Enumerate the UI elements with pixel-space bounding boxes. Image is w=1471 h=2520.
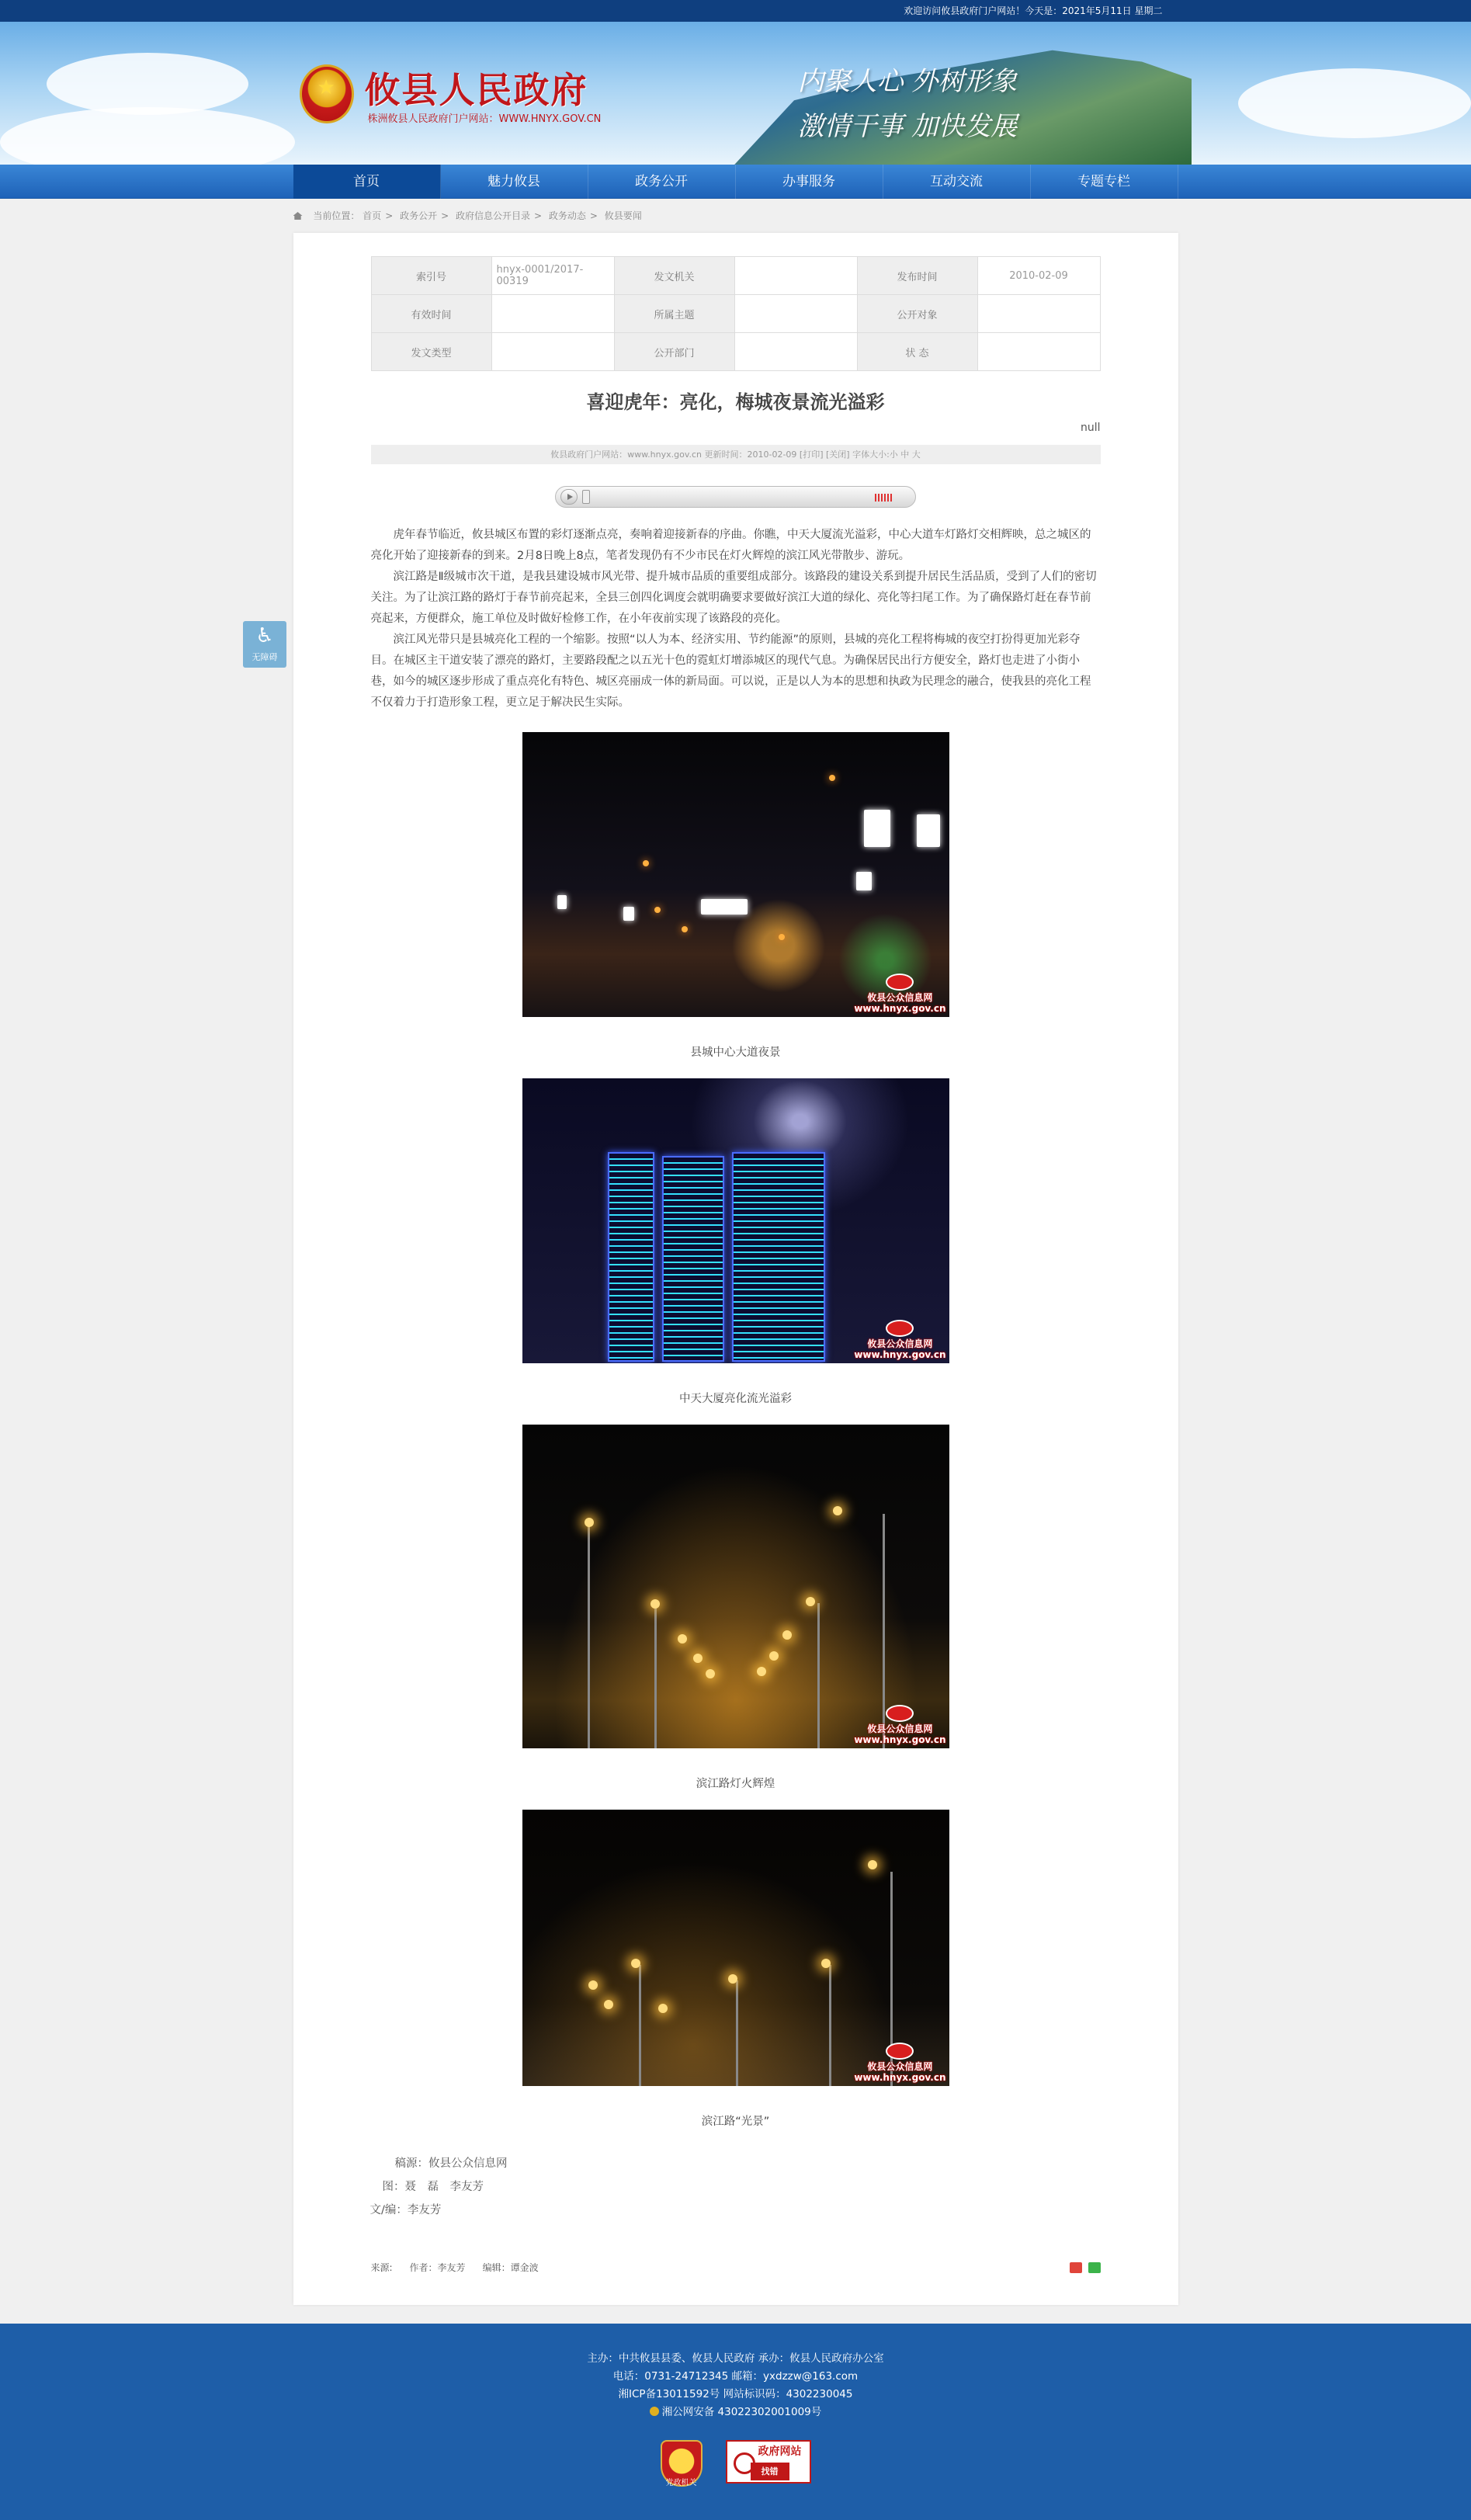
nav-item-interaction[interactable]: 互动交流: [883, 165, 1031, 199]
credit-author: 文/编：李友芳: [369, 2204, 442, 2216]
meta-label: 公开对象: [857, 295, 977, 333]
tower-lights-photo: [522, 1078, 949, 1363]
cloud: [1238, 68, 1471, 138]
article-credits: [359, 2152, 1112, 2222]
gov-site-error-report-badge[interactable]: 政府网站 找错: [726, 2440, 811, 2484]
slogan: [798, 59, 1093, 149]
nav-item-topics[interactable]: 专题专栏: [1031, 165, 1178, 199]
meta-label: 发布时间: [857, 257, 977, 295]
meta-value: [977, 333, 1100, 371]
slogan-line: 激情干事 加快发展: [797, 111, 1018, 142]
audio-player[interactable]: [555, 486, 916, 508]
breadcrumb-link[interactable]: 政务动态: [548, 210, 586, 221]
riverside-road-photo: [522, 1425, 949, 1748]
meta-label: 所属主题: [614, 295, 734, 333]
breadcrumb: 当前位置： 首页 > 政务公开 > 政府信息公开目录 > 政务动态 > 攸县要闻: [293, 199, 1178, 233]
meta-value: [734, 333, 857, 371]
source-label: 来源:: [370, 2262, 393, 2273]
watermark: 攸县公众信息网 www.hnyx.gov.cn: [854, 1705, 945, 1745]
meta-label: 有效时间: [371, 295, 491, 333]
slogan-line: 内聚人心 外树形象: [797, 66, 1018, 97]
meta-label: 发文机关: [614, 257, 734, 295]
paragraph: 滨江风光带只是县城亮化工程的一个缩影。按照“以人为本、经济实用、节约能源”的原则，县城的亮化工程将梅城的夜空打扮得更加光彩夺目。在城区主干道安装了漂亮的路灯，主要路段配之以五光十色的霓虹灯增添城区的现代气息。为确保居民出行方便安全，路灯也走进了小街小巷，如今的城区逐步形成了重点亮化有特色、城区亮丽成一体的新局面。可以说，正是以人为本的思想和执政为民理念的融合，使我县的亮化工程不仅着力于打造形象工程，更立足于解决民生实际。: [370, 633, 1091, 709]
wheelchair-icon: ♿: [255, 624, 274, 647]
meta-label: 索引号: [371, 257, 491, 295]
paragraph: 虎年春节临近，攸县城区布置的彩灯逐渐点亮，奏响着迎接新春的序曲。你瞧，中天大厦流光溢彩，中心大道车灯路灯交相辉映，总之城区的亮化开始了迎接新春的到来。2月8日晚上8点，笔者发现仍有不少市民在灯火辉煌的滨江风光带散步、游玩。: [370, 529, 1091, 562]
figure-caption: 中天大厦亮化流光溢彩: [679, 1393, 792, 1405]
breadcrumb-prefix: 当前位置：: [313, 210, 360, 221]
play-icon[interactable]: [560, 489, 578, 505]
footer-contact: 电话：0731-24712345 邮箱：yxdzzw@163.com: [612, 2370, 859, 2383]
footer: [0, 2324, 1471, 2520]
site-subtitle: 株洲攸县人民政府门户网站：WWW.HNYX.GOV.CN: [367, 113, 602, 125]
meta-label: 发文类型: [371, 333, 491, 371]
figure: [293, 1810, 1178, 2129]
riverside-scene-photo: [522, 1810, 949, 2086]
site-title[interactable]: 攸县人民政府: [364, 69, 588, 111]
watermark: 攸县公众信息网 www.hnyx.gov.cn: [854, 974, 945, 1014]
cloud: [0, 107, 295, 165]
accessibility-label: 无障碍: [252, 652, 278, 662]
paragraph: 滨江路是Ⅱ级城市次干道，是我县建设城市风光带、提升城市品质的重要组成部分。该路段的建设关系到提升居民生活品质，受到了人们的密切关注。为了让滨江路的路灯于春节前亮起来，全县三创四化调度会就明确要求要做好滨江大道的绿化、亮化等扫尾工作。为了确保路灯赶在春节前亮起来，方便群众，施工单位及时做好检修工作，在小年夜前实现了该路段的亮化。: [370, 571, 1097, 625]
nav-item-home[interactable]: 首页: [293, 165, 441, 199]
police-badge-icon: [650, 2407, 659, 2416]
credit-source: 稿源：攸县公众信息网: [394, 2157, 508, 2170]
figure: [293, 1078, 1178, 1406]
footer-police-record[interactable]: 湘公网安备 43022302001009号: [0, 2404, 1471, 2421]
share-buttons: [1070, 2262, 1101, 2273]
accessibility-button[interactable]: [243, 621, 286, 668]
party-gov-badge[interactable]: 党政机关: [661, 2440, 703, 2487]
article-body: [371, 525, 1101, 713]
source-bar: [371, 2261, 1101, 2274]
breadcrumb-link[interactable]: 攸县要闻: [604, 210, 642, 221]
figure-caption: 县城中心大道夜景: [690, 1047, 781, 1059]
figure-caption: 滨江路灯火辉煌: [696, 1778, 775, 1790]
breadcrumb-link[interactable]: 政府信息公开目录: [455, 210, 530, 221]
figure: [293, 732, 1178, 1060]
meta-value: 2010-02-09: [977, 257, 1100, 295]
breadcrumb-link[interactable]: 首页: [363, 210, 382, 221]
nav-item-charm[interactable]: 魅力攸县: [441, 165, 588, 199]
meta-label: 状 态: [857, 333, 977, 371]
header-banner: [0, 22, 1471, 165]
footer-sponsor: 主办：中共攸县县委、攸县人民政府 承办：攸县人民政府办公室: [587, 2352, 884, 2365]
editor-label: 编辑：谭金波: [482, 2262, 539, 2273]
cloud: [47, 53, 248, 115]
welcome-text: 欢迎访问攸县政府门户网站！今天是：2021年5月11日 星期二: [904, 5, 1163, 16]
nav-item-services[interactable]: 办事服务: [736, 165, 883, 199]
main-nav: [0, 165, 1471, 199]
article-title: 喜迎虎年：亮化，梅城夜景流光溢彩: [586, 391, 885, 413]
meta-value: [734, 257, 857, 295]
article-info-bar[interactable]: 攸县政府门户网站：www.hnyx.gov.cn 更新时间：2010-02-09 [打印] [关闭] 字体大小:小 中 大: [371, 445, 1101, 464]
watermark: 攸县公众信息网 www.hnyx.gov.cn: [854, 1320, 945, 1360]
top-bar: [0, 0, 1471, 22]
credit-photo: 图：聂 磊 李友芳: [382, 2181, 484, 2193]
meta-value: [734, 295, 857, 333]
figure: [293, 1425, 1178, 1791]
meta-label: 公开部门: [614, 333, 734, 371]
figure-caption: 滨江路“光景”: [701, 2116, 770, 2128]
article-panel: [293, 233, 1178, 2305]
watermark: 攸县公众信息网 www.hnyx.gov.cn: [854, 2043, 945, 2083]
null-text: null: [1080, 422, 1101, 434]
breadcrumb-link[interactable]: 政务公开: [400, 210, 438, 221]
author-label: 作者：李友芳: [409, 2262, 466, 2273]
home-icon: [293, 212, 303, 220]
meta-value: [491, 295, 614, 333]
metadata-table: [371, 233, 1101, 371]
meta-value: [977, 295, 1100, 333]
seek-slider-handle[interactable]: [582, 490, 590, 504]
wechat-share-icon[interactable]: [1088, 2262, 1101, 2273]
weibo-share-icon[interactable]: [1070, 2262, 1082, 2273]
volume-bars-icon[interactable]: [875, 494, 893, 502]
meta-value: [491, 333, 614, 371]
meta-value: hnyx-0001/2017-00319: [491, 257, 614, 295]
nav-item-government-affairs[interactable]: 政务公开: [588, 165, 736, 199]
footer-icp[interactable]: 湘ICP备13011592号 网站标识码：4302230045: [618, 2388, 853, 2400]
night-avenue-photo: [522, 732, 949, 1017]
national-emblem-logo[interactable]: [300, 64, 354, 123]
